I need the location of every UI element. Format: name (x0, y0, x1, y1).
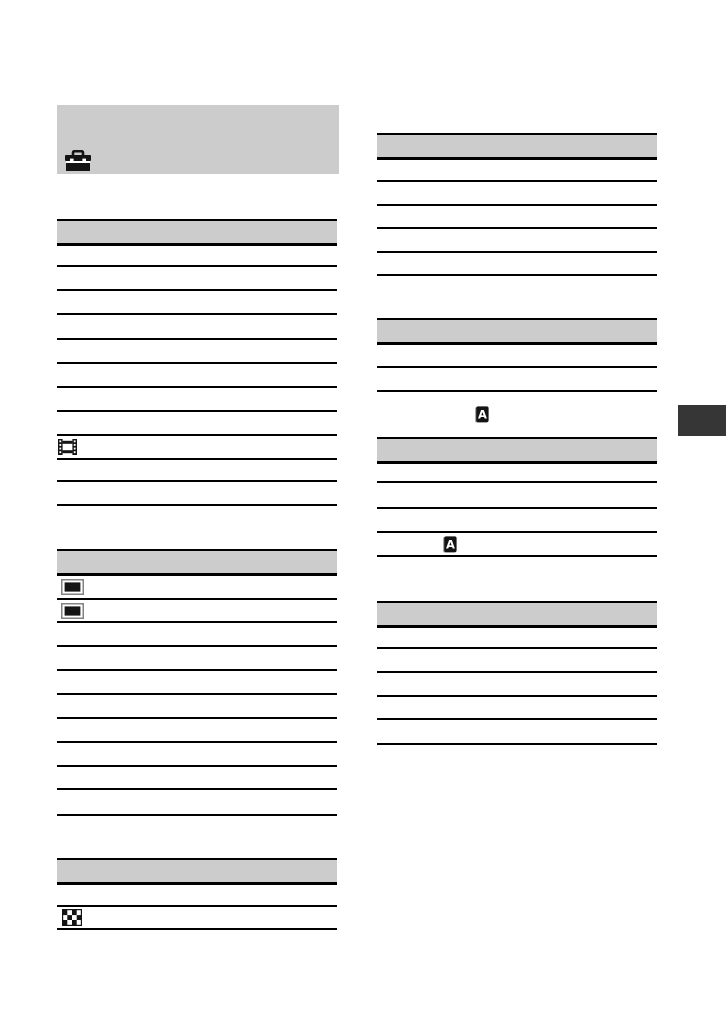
auto-badge-icon (443, 536, 457, 553)
left-table-1-row-2 (57, 267, 337, 291)
left-table-1-row-7 (57, 388, 337, 412)
left-table-1-row-9 (57, 436, 337, 460)
left-table-2-header (57, 549, 337, 576)
right-table-2-row-2 (377, 368, 657, 392)
filmstrip-icon (58, 439, 77, 455)
right-table-4-row-4 (377, 697, 657, 720)
right-table-1-header (377, 133, 657, 160)
right-table-1-row-4 (377, 229, 657, 253)
left-table-3-row-1 (57, 885, 337, 907)
right-table-2-row-1 (377, 345, 657, 368)
right-table-2-row-3 (377, 392, 657, 437)
right-column (377, 0, 657, 1032)
checkerboard-icon (62, 909, 82, 926)
left-table-1-row-11 (57, 482, 337, 506)
right-table-3-row-2 (377, 483, 657, 509)
left-table-2 (57, 549, 337, 816)
left-table-2-row-6 (57, 695, 337, 719)
left-table-2-row-4 (57, 647, 337, 671)
right-table-3-row-4 (377, 533, 657, 557)
svg-text:A: A (477, 407, 487, 422)
left-table-1 (57, 219, 337, 506)
picture-frame-icon (61, 579, 84, 595)
right-table-4-row-2 (377, 649, 657, 673)
picture-frame-icon (61, 603, 84, 619)
left-table-2-row-9 (57, 767, 337, 790)
left-table-1-row-10 (57, 460, 337, 482)
right-table-2-header (377, 318, 657, 345)
left-table-1-row-4 (57, 315, 337, 340)
auto-badge-icon (475, 406, 489, 423)
right-table-4 (377, 601, 657, 745)
left-table-1-header (57, 219, 337, 246)
page-edge-tab (678, 405, 726, 436)
left-table-2-row-1 (57, 576, 337, 600)
right-table-3-row-3 (377, 509, 657, 533)
left-table-3-row-2 (57, 907, 337, 930)
right-table-3-header (377, 437, 657, 464)
right-table-4-row-1 (377, 628, 657, 649)
right-table-3 (377, 437, 657, 557)
right-table-1-row-1 (377, 160, 657, 182)
left-table-1-row-6 (57, 364, 337, 388)
right-table-4-row-5 (377, 720, 657, 745)
left-table-1-row-1 (57, 246, 337, 267)
right-table-4-row-3 (377, 673, 657, 697)
right-table-4-header (377, 601, 657, 628)
right-table-1-row-2 (377, 182, 657, 206)
svg-text:A: A (445, 537, 455, 552)
left-table-2-row-10 (57, 790, 337, 816)
left-table-2-row-2 (57, 600, 337, 623)
left-table-1-row-5 (57, 340, 337, 364)
right-table-1-row-5 (377, 253, 657, 276)
left-table-3 (57, 858, 337, 930)
right-table-1 (377, 133, 657, 276)
left-table-3-header (57, 858, 337, 885)
left-table-2-row-7 (57, 719, 337, 743)
left-table-1-row-3 (57, 291, 337, 315)
left-table-2-row-3 (57, 623, 337, 647)
right-table-1-row-3 (377, 206, 657, 229)
left-table-2-row-8 (57, 743, 337, 767)
right-table-2 (377, 318, 657, 437)
right-table-3-row-1 (377, 464, 657, 483)
left-column (57, 0, 337, 1032)
left-table-1-row-8 (57, 412, 337, 436)
left-table-2-row-5 (57, 671, 337, 695)
